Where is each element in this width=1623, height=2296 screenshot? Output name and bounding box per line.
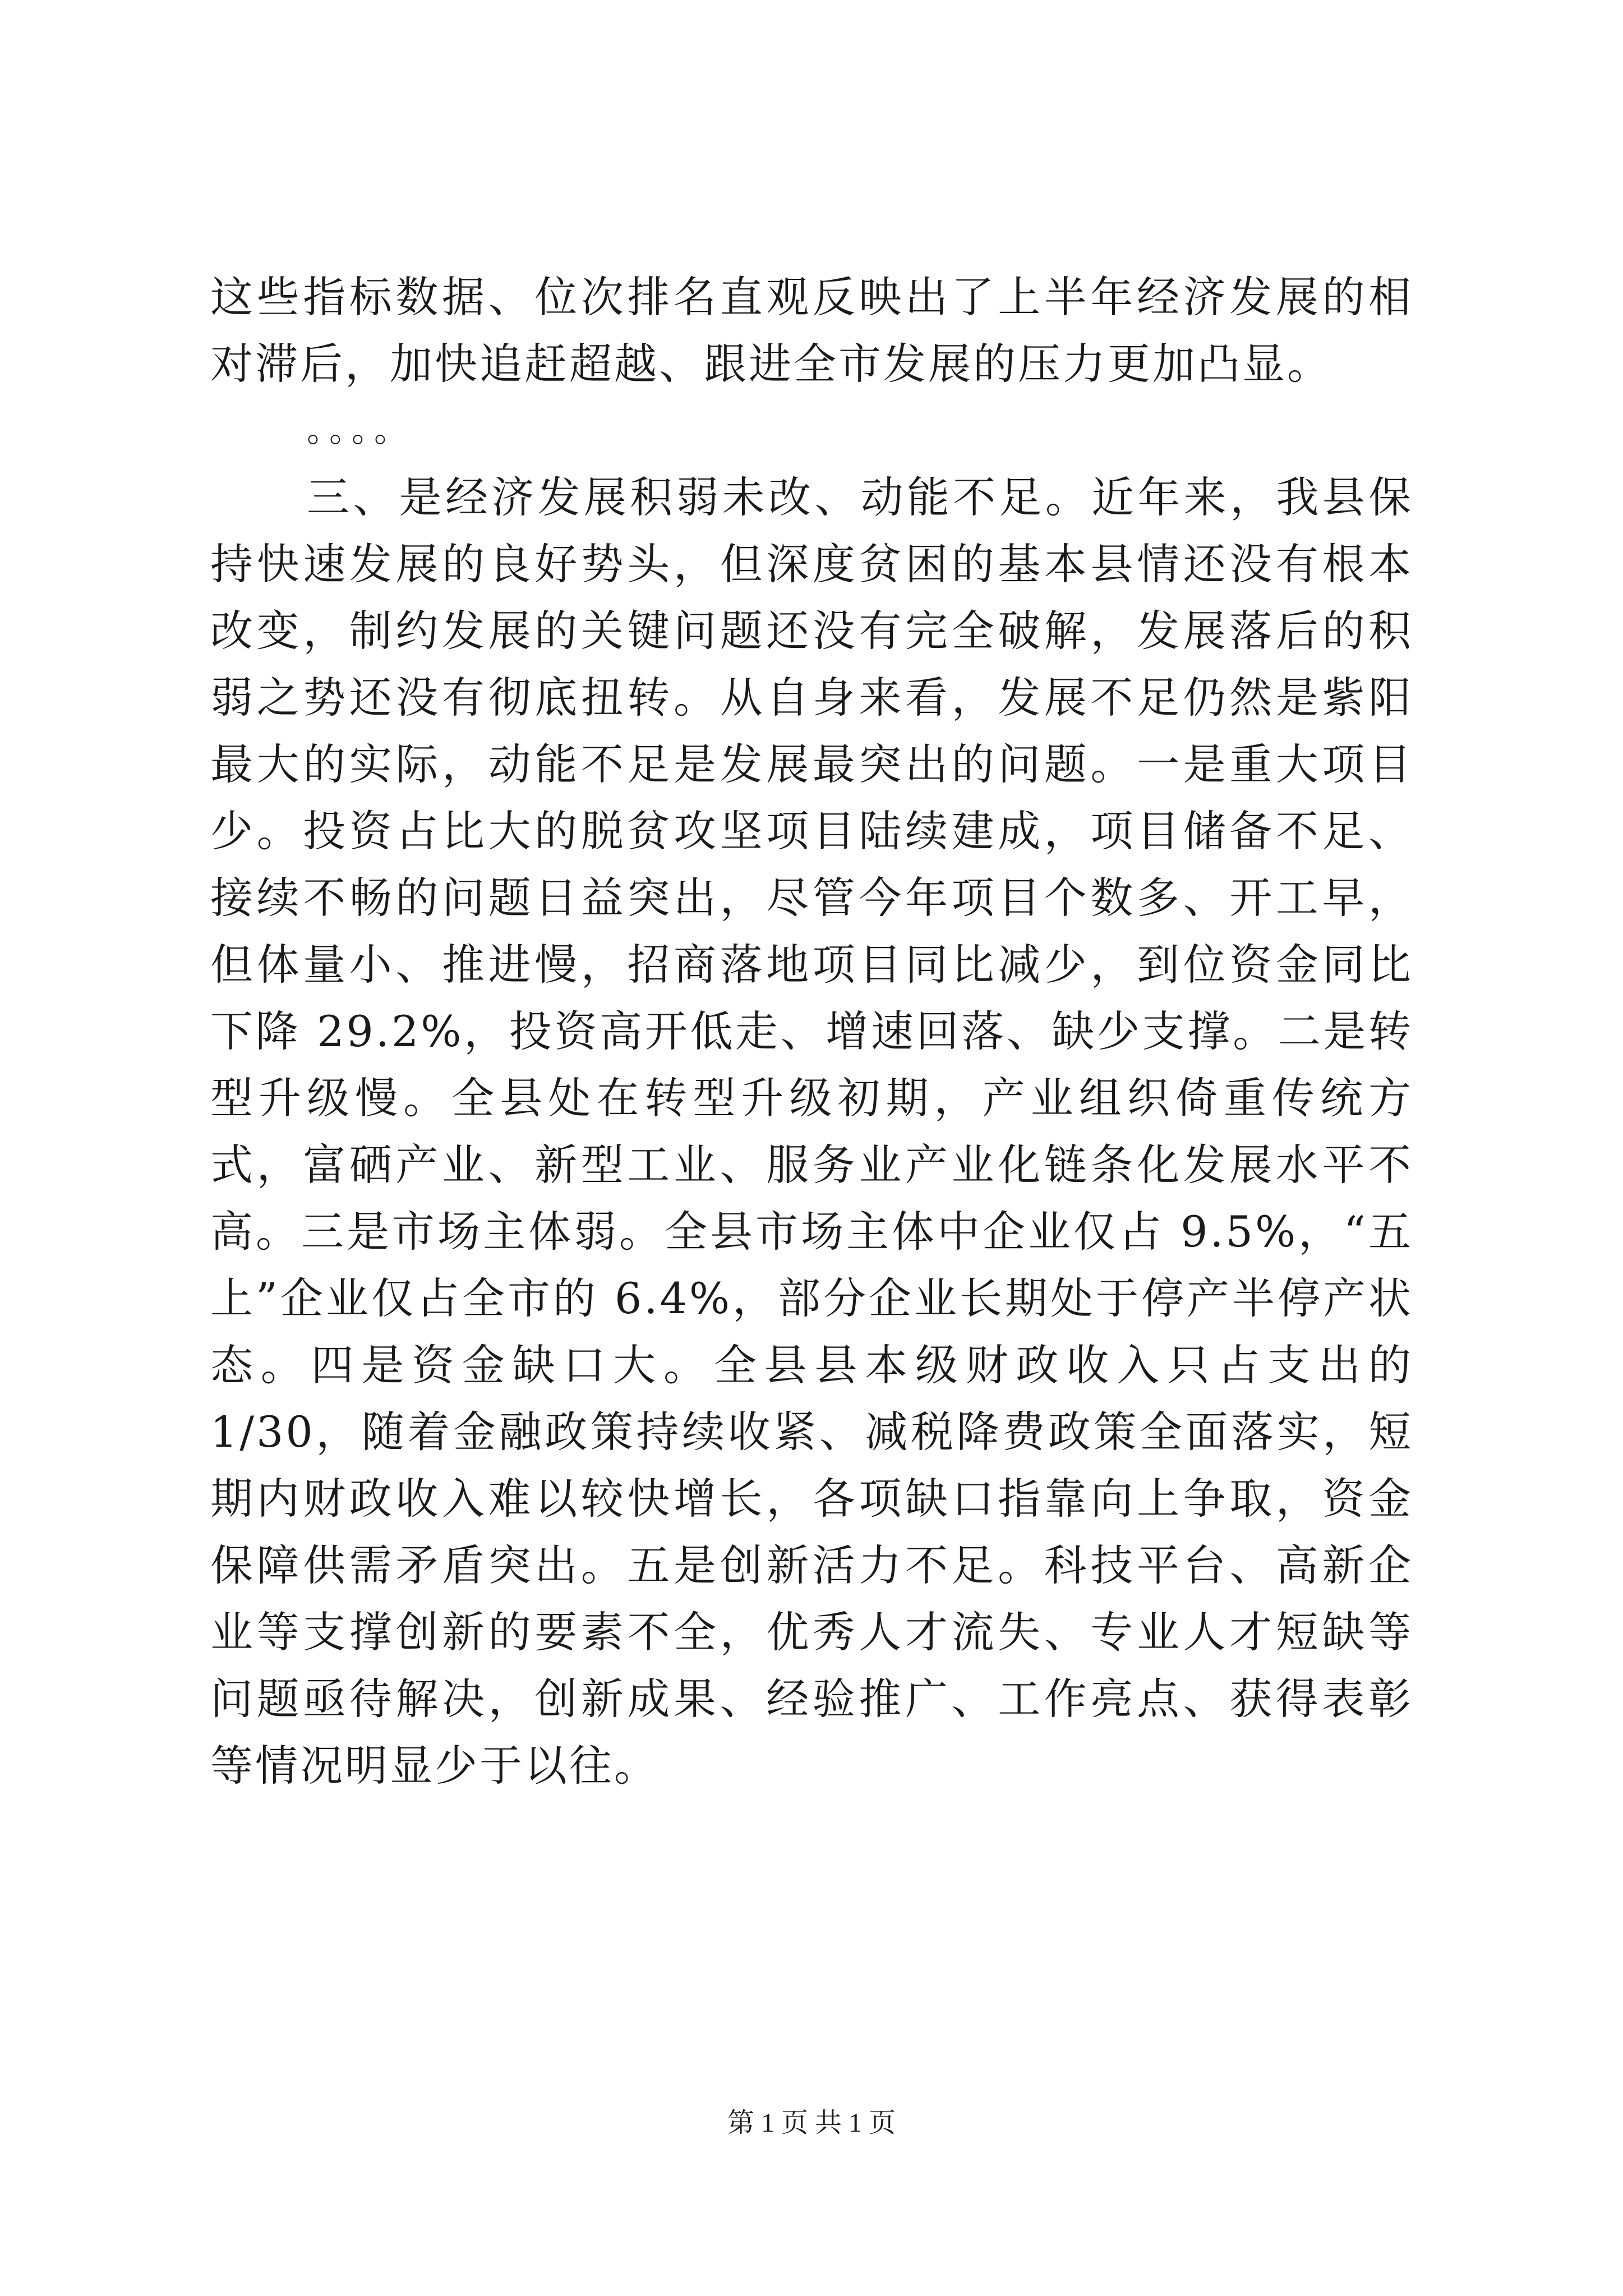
paragraph-summary: 这些指标数据、位次排名直观反映出了上半年经济发展的相对滞后，加快追赶超越、跟进全市发展的压力更加凸显。 xyxy=(210,272,1413,389)
page-footer: 第 1 页 共 1 页 xyxy=(727,2108,896,2138)
paragraph-ellipsis: 。。。。 xyxy=(307,411,413,450)
document-body xyxy=(210,264,1413,1799)
paragraph-section-three: 三、是经济发展积弱未改、动能不足。近年来，我县保持快速发展的良好势头，但深度贫困的基本县情还没有根本改变，制约发展的关键问题还没有完全破解，发展落后的积弱之势还没有彻底扭转。从自身来看，发展不足仍然是紫阳最大的实际，动能不足是发展最突出的问题。一是重大项目少。投资占比大的脱贫攻坚项目陆续建成，项目储备不足、接续不畅的问题日益突出，尽管今年项目个数多、开工早，但体量小、推进慢，招商落地项目同比减少，到位资金同比下降 29.2%，投资高开低走、增速回落、缺少支撑。二是转型升级慢。全县处在转型升级初期，产业组织倚重传统方式，富硒产业、新型工业、服务业产业化链条化发展水平不高。三是市场主体弱。全县市场主体中企业仅占 9.5%，“五上”企业仅占全市的 6.4%，部分企业长期处于停产半停产状态。四是资金缺口大。全县县本级财政收入只占支出的 1/30，随着金融政策持续收紧、减税降费政策全面落实，短期内财政收入难以较快增长，各项缺口指靠向上争取，资金保障供需矛盾突出。五是创新活力不足。科技平台、高新企业等支撑创新的要素不全，优秀人才流失、专业人才短缺等问题亟待解决，创新成果、经验推广、工作亮点、获得表彰等情况明显少于以往。 xyxy=(210,472,1413,1791)
